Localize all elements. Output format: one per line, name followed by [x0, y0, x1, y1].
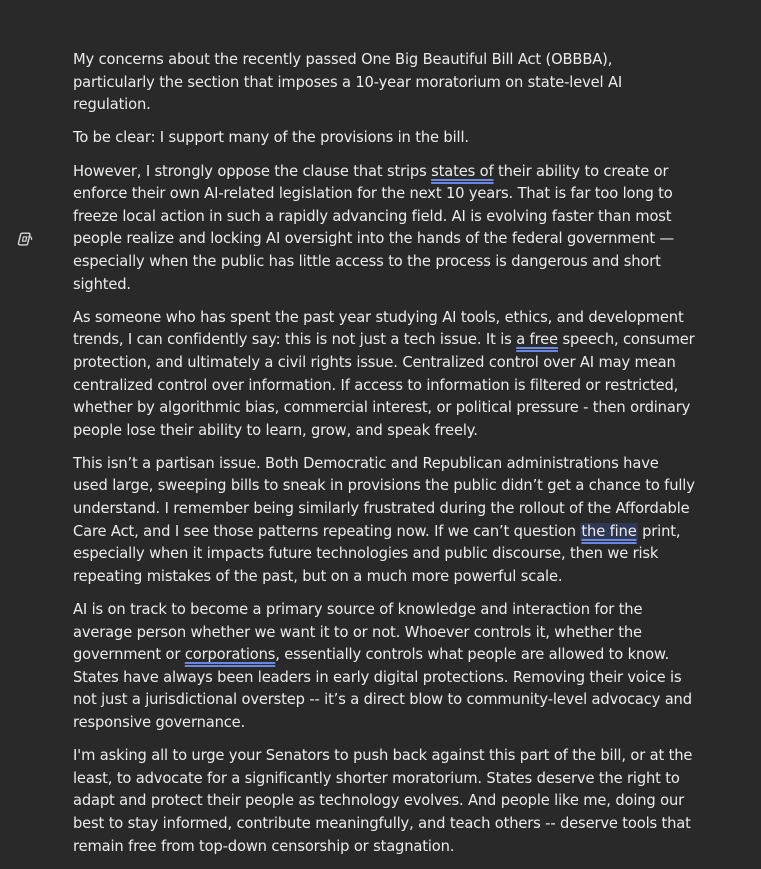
editor-suggestion-corporations[interactable]: corporations — [184, 646, 276, 664]
paragraph-4-text-before: As someone who has spent the past year studying AI tools, ethics, and development trends, I can confidently say: this is not just a tech issue. It is — [73, 308, 684, 349]
editor-suggestion-a-free[interactable]: a free — [516, 331, 558, 349]
paragraph-7-text: I'm asking all to urge your Senators to push back against this part of the bill, or at the least, to advocate for a significantly shorter moratorium. States deserve the right to adapt and protect their people as technology evolves. And people like me, doing our best to stay informed, contribute meaningfully, and teach others -- deserve tools that remain free from top-down censorship or stagnation. — [73, 747, 693, 855]
paragraph-4-text-after: speech, consumer protection, and ultimately a civil rights issue. Centralized control over AI may mean centralized control over information. If access to information is filtered or restricted, whether by algorithmic bias, commercial interest, or political pressure - then ordinary people lose their ability to learn, grow, and speak freely. — [73, 331, 695, 439]
paragraph-3-text-before: However, I strongly oppose the clause that strips — [73, 162, 432, 180]
paragraph-2 — [73, 127, 695, 150]
paragraph-4 — [73, 307, 695, 443]
paragraph-3-text-after: their ability to create or enforce their own AI-related legislation for the next 10 years. That is far too long to freeze local action in such a rapidly advancing field. AI is evolving faster than most people realize and locking AI oversight into the hands of the federal government — especially when the public has little access to the process is dangerous and short sighted. — [73, 162, 675, 293]
paragraph-5-text-before: This isn’t a partisan issue. Both Democratic and Republican administrations have used large, sweeping bills to sneak in provisions the public didn’t get a chance to fully understand. I remember being similarly frustrated during the rollout of the Affordable Care Act, and I see those patterns repeating now. If we can’t question — [73, 454, 695, 540]
paragraph-5-text-after: print, especially when it impacts future technologies and public discourse, then we risk repeating mistakes of the past, but on a much more powerful scale. — [73, 522, 681, 585]
document-body[interactable] — [73, 49, 695, 869]
paragraph-7 — [73, 745, 695, 858]
copilot-icon-glyph — [16, 230, 34, 248]
paragraph-1-text: My concerns about the recently passed One Big Beautiful Bill Act (OBBBA), particularly the section that imposes a 10-year moratorium on state-level AI regulation. — [73, 51, 623, 114]
editor-suggestion-the-fine[interactable]: the fine — [581, 522, 637, 540]
paragraph-1 — [73, 49, 695, 117]
paragraph-5 — [73, 453, 695, 589]
paragraph-2-text: To be clear: I support many of the provisions in the bill. — [73, 129, 469, 147]
copilot-icon[interactable] — [16, 230, 34, 248]
paragraph-6-text-before: AI is on track to become a primary source of knowledge and interaction for the average person whether we want it to or not. Whoever controls it, whether the government or — [73, 601, 643, 664]
paragraph-6-text-after: , essentially controls what people are allowed to know. States have always been leaders in early digital protections. Removing their voice is not just a jurisdictional overstep -- it’s a direct blow to community-level advocacy and responsive governance. — [73, 646, 692, 731]
paragraph-6 — [73, 599, 695, 735]
paragraph-3 — [73, 161, 695, 297]
editor-suggestion-states-of[interactable]: states of — [431, 162, 494, 180]
